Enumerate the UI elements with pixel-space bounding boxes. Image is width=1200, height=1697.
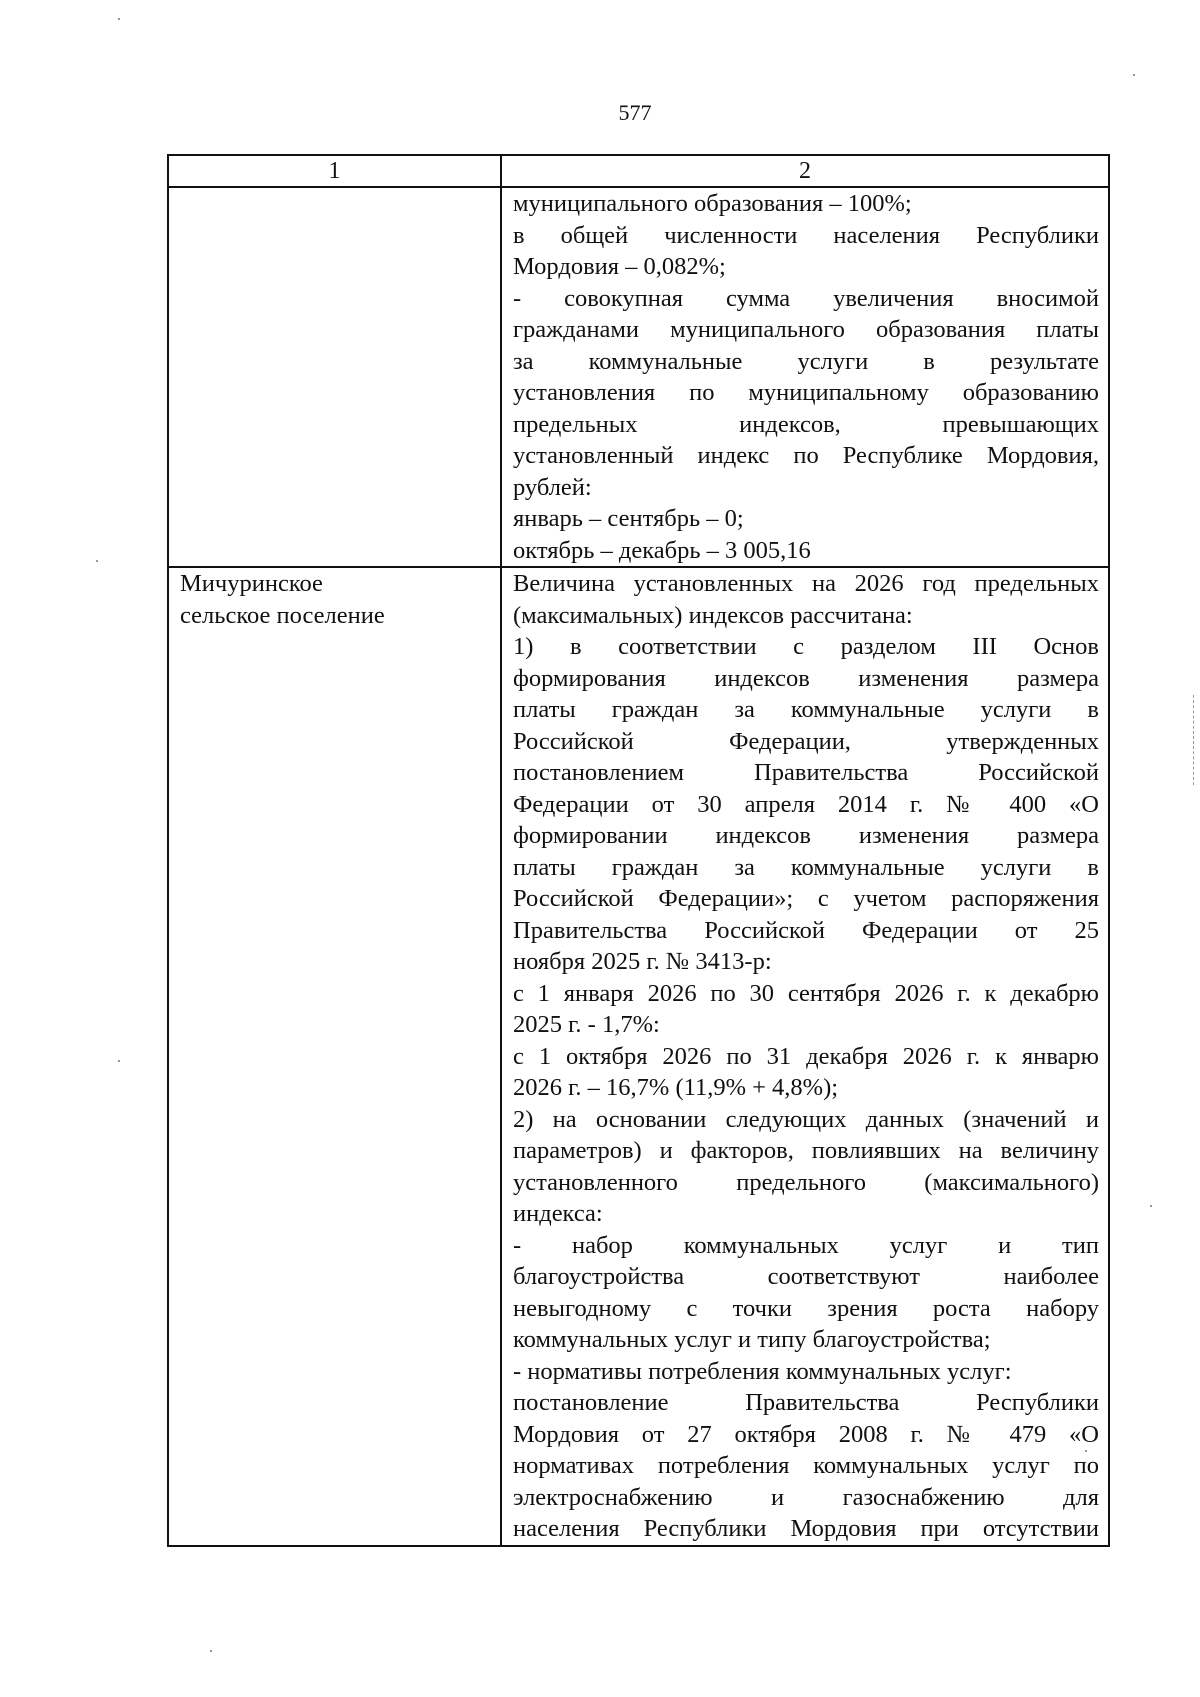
text-line: установленный индекс по Республике Мордовия, [513, 442, 1099, 469]
column-header-1: 1 [168, 155, 501, 187]
text-line: формирования индексов изменения размера [513, 664, 1099, 692]
text-line: Федерации от 30 апреля 2014 г. № 400 «О [513, 790, 1099, 818]
text-line: сельское поселение [180, 601, 385, 629]
text-line: 2026 г. – 16,7% (11,9% + 4,8%); [513, 1074, 839, 1101]
text-line: Мордовия – 0,082%; [513, 253, 726, 280]
text-line: 1) в соответствии с разделом III Основ [513, 633, 1099, 660]
text-line: невыгодному с точки зрения роста набору [513, 1294, 1099, 1322]
text-line: муниципального образования – 100%; [513, 190, 912, 217]
text-line: октябрь – декабрь – 3 005,16 [513, 536, 811, 564]
text-line: Мордовия от 27 октября 2008 г. № 479 «О [513, 1420, 1099, 1448]
scan-speck [1085, 1450, 1087, 1452]
scan-speck [1150, 1205, 1152, 1207]
text-line: нормативах потребления коммунальных услуг по [513, 1452, 1099, 1479]
text-line: Величина установленных на 2026 год предельных [513, 570, 1099, 597]
table-cell-description [501, 567, 1109, 1546]
text-line: Российской Федерации»; с учетом распоряжения [513, 885, 1099, 912]
text-line: (максимальных) индексов рассчитана: [513, 601, 913, 629]
text-line: установленного предельного (максимального) [513, 1168, 1099, 1196]
text-line: постановлением Правительства Российской [513, 759, 1099, 786]
document-table [167, 154, 1110, 1547]
text-line: - совокупная сумма увеличения вносимой [513, 284, 1099, 312]
table-row [168, 567, 1109, 1546]
text-line: индекса: [513, 1200, 603, 1227]
text-line: гражданами муниципального образования платы [513, 316, 1099, 343]
text-line: населения Республики Мордовия при отсутствии [513, 1515, 1099, 1542]
text-line: платы граждан за коммунальные услуги в [513, 696, 1099, 723]
text-line: платы граждан за коммунальные услуги в [513, 853, 1099, 881]
table-header-row [168, 155, 1109, 187]
table-cell-description [501, 187, 1109, 567]
scan-speck [1133, 74, 1135, 76]
text-line: за коммунальные услуги в результате [513, 347, 1099, 375]
text-line: - набор коммунальных услуг и тип [513, 1231, 1099, 1259]
text-line: в общей численности населения Республики [513, 221, 1099, 249]
table-row [168, 187, 1109, 567]
text-line: формировании индексов изменения размера [513, 822, 1099, 849]
text-line: Правительства Российской Федерации от 25 [513, 916, 1099, 944]
column-header-2: 2 [501, 155, 1109, 187]
text-line: с 1 января 2026 по 30 сентября 2026 г. к декабрю [513, 979, 1099, 1007]
text-line: с 1 октября 2026 по 31 декабря 2026 г. к январю [513, 1042, 1099, 1070]
text-line: январь – сентябрь – 0; [513, 505, 744, 532]
scan-speck [118, 18, 120, 20]
page-number: 577 [618, 100, 652, 125]
text-line: электроснабжению и газоснабжению для [513, 1483, 1099, 1511]
text-line: коммунальных услуг и типу благоустройства; [513, 1326, 991, 1353]
text-line: - нормативы потребления коммунальных услуг: [513, 1357, 1012, 1385]
scan-speck [96, 560, 98, 562]
text-line: параметров) и факторов, повлиявших на величину [513, 1137, 1099, 1164]
text-line: установления по муниципальному образованию [513, 379, 1099, 406]
text-line: ноября 2025 г. № 3413-р: [513, 948, 772, 975]
text-line: Российской Федерации, утвержденных [513, 727, 1099, 755]
text-line: благоустройства соответствуют наиболее [513, 1263, 1099, 1290]
table-cell-municipality [168, 567, 501, 1546]
table-cell-municipality [168, 187, 501, 567]
text-line: постановление Правительства Республики [513, 1389, 1099, 1416]
text-line: предельных индексов, превышающих [513, 410, 1099, 438]
text-line: 2) на основании следующих данных (значений и [513, 1105, 1099, 1133]
text-line: Мичуринское [180, 570, 323, 597]
scan-speck [210, 1650, 212, 1652]
scan-edge-mark [1193, 695, 1196, 785]
scan-speck [118, 1060, 120, 1062]
text-line: 2025 г. - 1,7%: [513, 1011, 660, 1038]
text-line: рублей: [513, 473, 592, 501]
